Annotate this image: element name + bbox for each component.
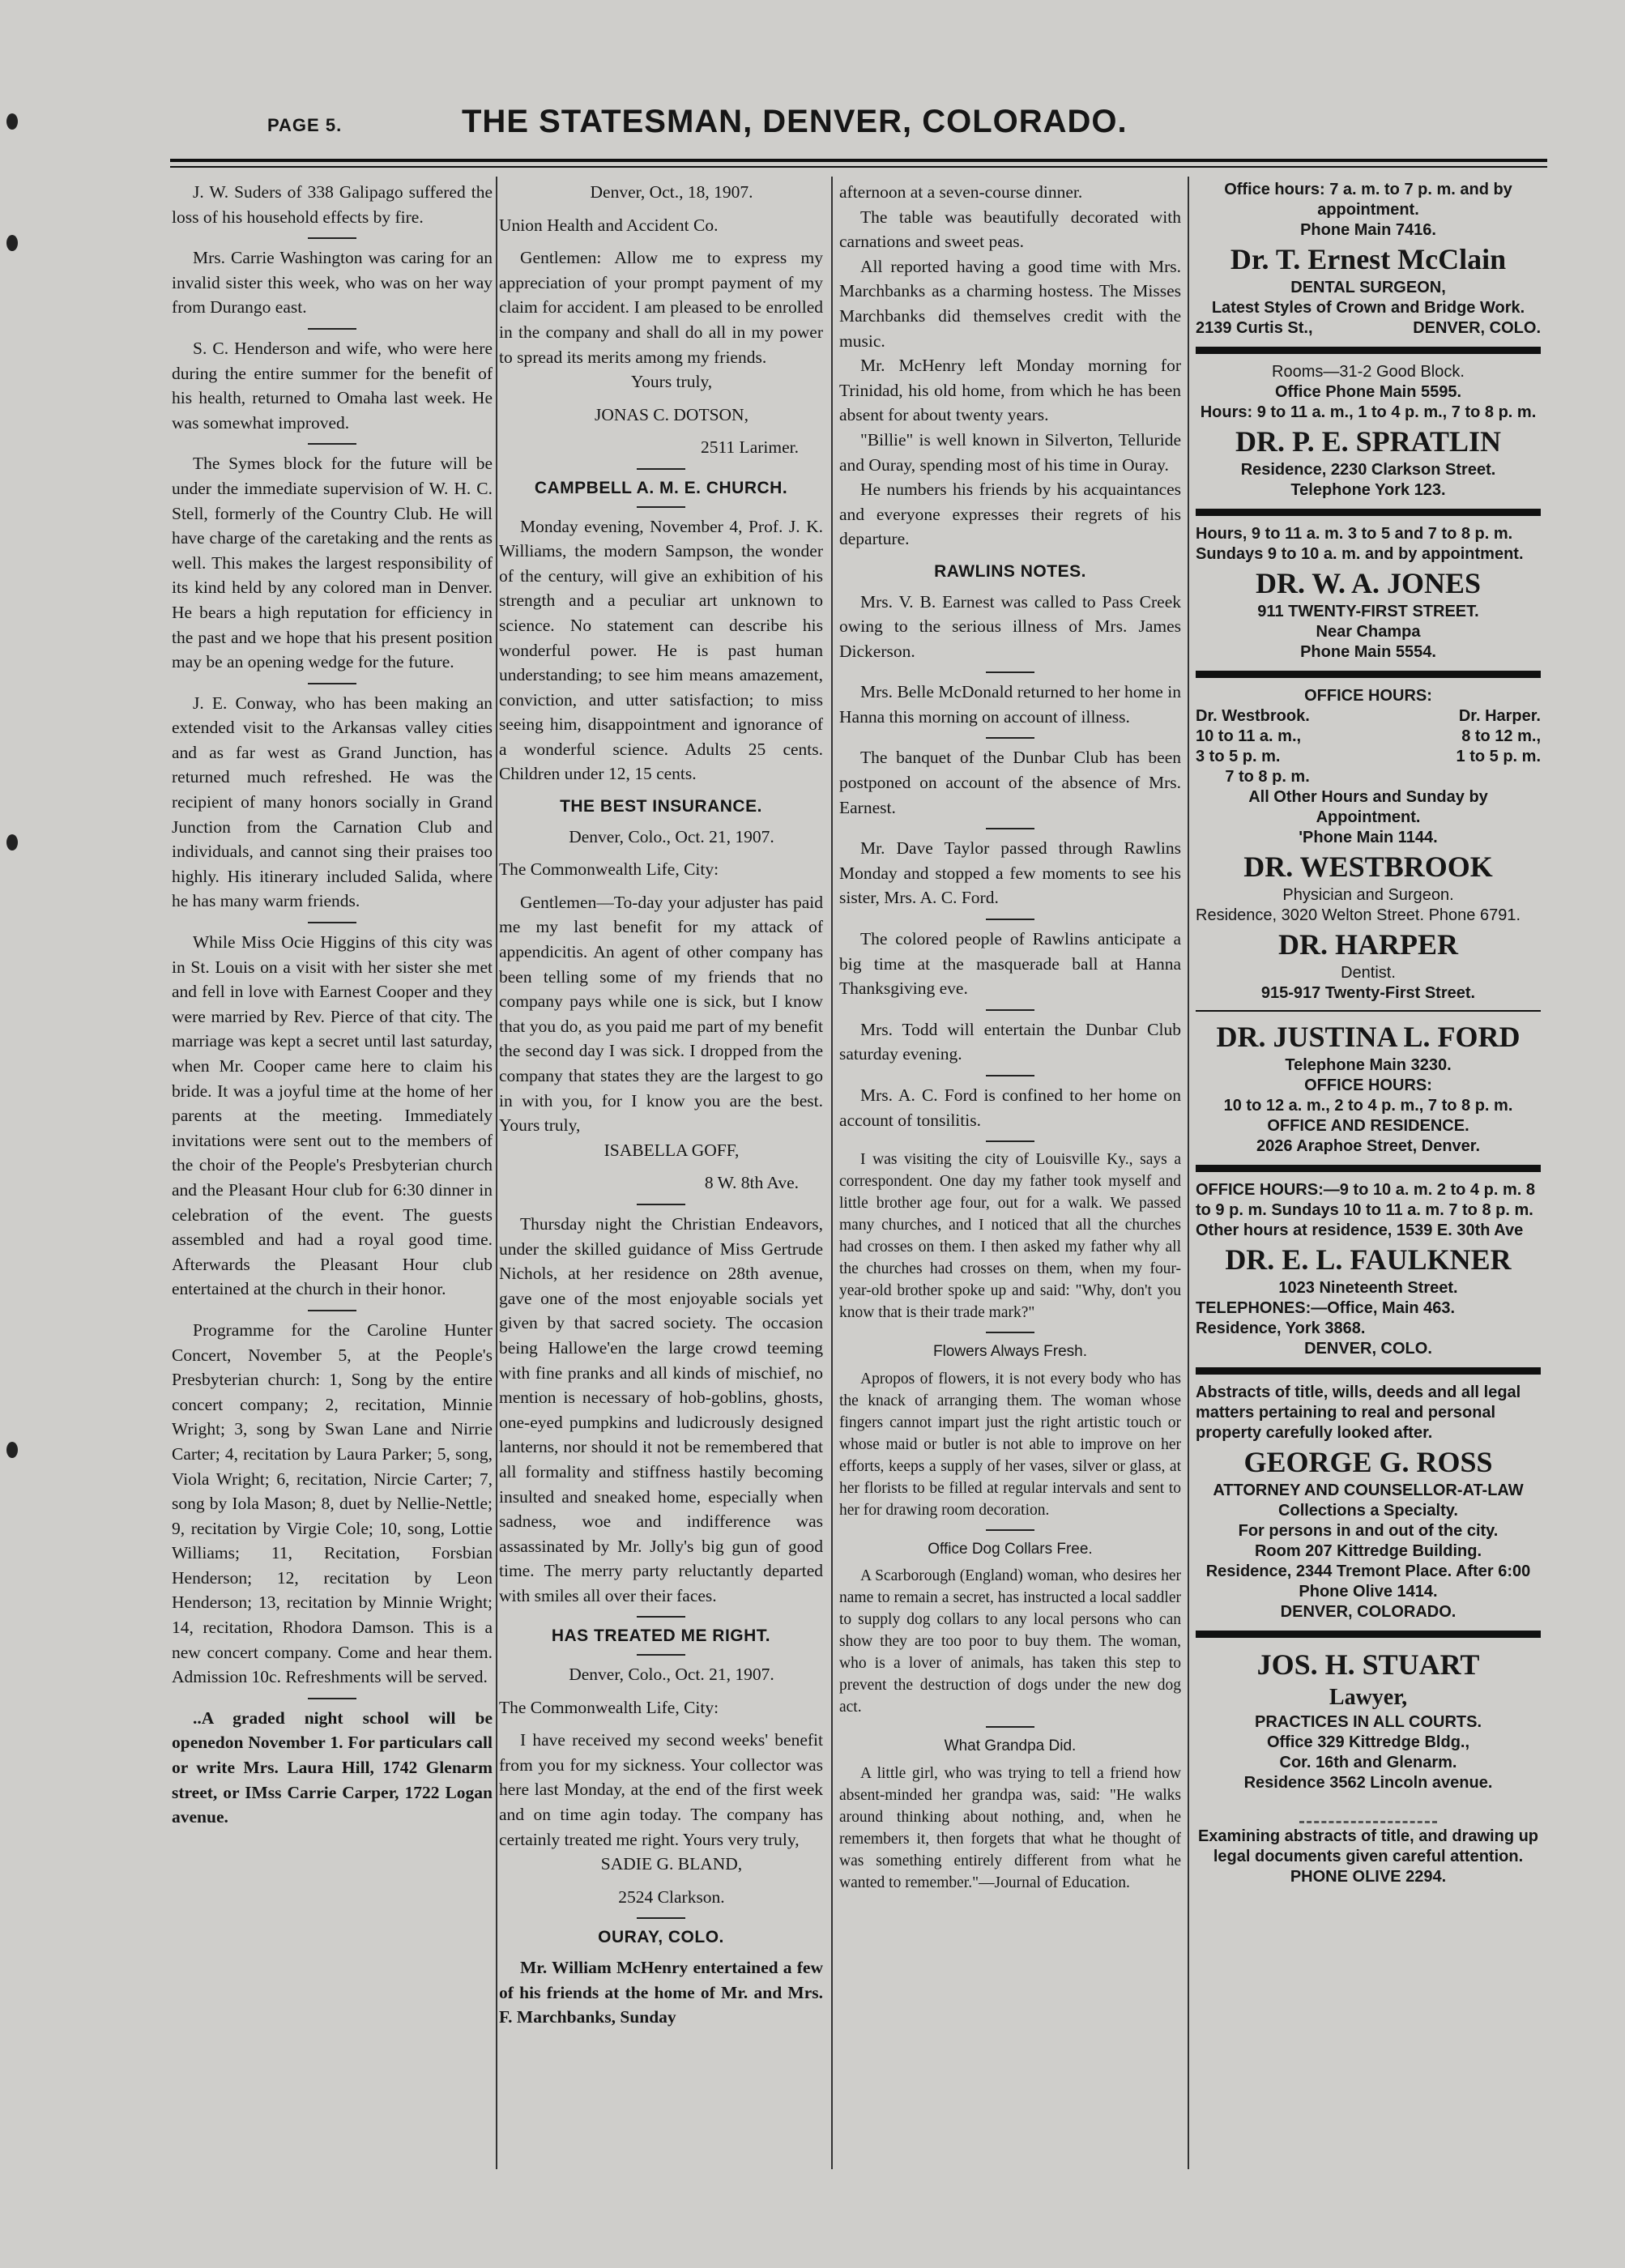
news-item: Mrs. Todd will entertain the Dunbar Club saturday evening.	[839, 1019, 1181, 1064]
news-item: Apropos of flowers, it is not every body who has the knack of arranging them. The woman whose fingers cannot impart just the right artistic touch or whose maid or butler is not able to improve on her efforts, keeps a supply of her vases, silver or glass, at her florists to be filled at regular intervals and sent to her for drawing room decoration.	[839, 1370, 1181, 1519]
news-item: Mrs. V. B. Earnest was called to Pass Creek owing to the serious illness of Mrs. James Dickerson.	[839, 591, 1181, 661]
divider	[986, 1009, 1034, 1011]
ad-rooms: Rooms—31-2 Good Block.	[1272, 363, 1465, 381]
column-4-directory	[1196, 180, 1541, 1887]
news-item: ..A graded night school will be openedon November 1. For particulars call or write Mrs. Laura Hill, 1742 Glenarm street, or IMss Carrie Carper, 1722 Logan avenue.	[172, 1707, 493, 1827]
ad-name: DR. E. L. FAULKNER	[1225, 1243, 1512, 1276]
ad-line: Examining abstracts of title, and drawing up legal documents given careful attention.	[1197, 1827, 1539, 1865]
ad-address: 2139 Curtis St.,	[1196, 319, 1313, 337]
ad-separator	[1196, 671, 1541, 678]
hours-line: Dr. Westbrook.	[1196, 707, 1310, 725]
office-hours: 10 to 12 a. m., 2 to 4 p. m., 7 to 8 p. m.	[1223, 1097, 1513, 1115]
ad-ford	[1196, 1018, 1541, 1157]
hours-line: 7 to 8 p. m.	[1225, 768, 1310, 786]
letter-address: 2524 Clarkson.	[618, 1886, 725, 1907]
ad-separator	[1196, 509, 1541, 516]
divider	[308, 328, 356, 330]
ad-line: Collections a Specialty.	[1278, 1502, 1458, 1520]
ad-name: Dr. T. Ernest McClain	[1230, 243, 1507, 275]
ad-name: DR. P. E. SPRATLIN	[1235, 425, 1502, 458]
ad-name: DR. HARPER	[1278, 928, 1458, 961]
news-item: The table was beautifully decorated with carnations and sweet peas.	[839, 207, 1181, 252]
news-item: Programme for the Caroline Hunter Concert, November 5, at the People's Presbyterian church: 1, Song by the entire concert company; 2, recitation, Minnie Wright; 3, song by Swan Lane and Nirrie Carter; 4, recitation by Laura Parker; 5, song, Viola Wright; 6, recitation, Nircie Carter; 7, song by Iola Mason; 8, duet by Nellie-Nettle; 9, recitation by Virgie Cole; 10, song, Lottie Williams; 11, Recitation, Forsbian Henderson; 12, recitation by Leon Henderson; 13, recitation by Minnie Wright; 14, recitation, Rhodora Damson. This is a new concert company. Come and hear them. Admission 10c. Refreshments will be served.	[172, 1319, 493, 1687]
ad-line: OFFICE AND RESIDENCE.	[1267, 1117, 1469, 1135]
news-item: Mrs. A. C. Ford is confined to her home on account of tonsilitis.	[839, 1085, 1181, 1130]
ad-mcclain	[1196, 180, 1541, 339]
ad-separator	[1196, 1165, 1541, 1172]
divider	[308, 683, 356, 684]
ad-separator	[1196, 347, 1541, 354]
news-item: Thursday night the Christian Endeavors, under the skilled guidance of Miss Gertrude Nichols, at her residence on 28th avenue, gave one of the most enjoyable socials yet given by that sacred society. The occasion being Hallowe'en the large crowd teeming with fine pranks and all kinds of mischief, no mention is necessary of hob-goblins, ghosts, one-eyed pumpkins and ludicrously designed lanterns, nor should it not be remembered that all formality and stiffness hastily becoming insulted and sneaked home, especially when sadness, woe and indifference was assassinated by Mr. Jolly's big gun of good time. The merry party reluctantly departed with smiles all over their faces.	[499, 1213, 823, 1605]
hours-line: 1 to 5 p. m.	[1456, 748, 1541, 765]
section-heading: Office Dog Collars Free.	[928, 1540, 1093, 1558]
ad-address: Office 329 Kittredge Bldg.,	[1266, 1733, 1470, 1751]
ad-line: All Other Hours and Sunday by Appointment.	[1248, 788, 1488, 826]
divider	[986, 737, 1034, 739]
divider	[986, 828, 1034, 829]
ad-westbrook	[1196, 848, 1541, 926]
ad-name: DR. WESTBROOK	[1243, 850, 1493, 883]
section-heading: What Grandpa Did.	[944, 1737, 1077, 1755]
ad-title: Physician and Surgeon.	[1282, 886, 1454, 904]
divider	[986, 1332, 1034, 1333]
divider	[308, 922, 356, 923]
office-hours: Office hours: 7 a. m. to 7 p. m. and by appointment.	[1224, 181, 1512, 219]
letter-date: Denver, Colo., Oct. 21, 1907.	[569, 826, 774, 846]
section-heading: HAS TREATED ME RIGHT.	[551, 1626, 771, 1646]
ad-title: Dentist.	[1341, 964, 1396, 982]
news-item: The Symes block for the future will be under the immediate supervision of W. H. C. Stell, formerly of the Country Club. He will have charge of the caretaking and the rents as well. This makes the largest responsibility of its kind held by any colored man in Denver. He bears a high reputation for efficiency in the past and we hope that his present position may be an opening wedge for the future.	[172, 454, 493, 672]
divider	[637, 1654, 685, 1656]
letter-signature: ISABELLA GOFF,	[604, 1140, 740, 1160]
letter-recipient: The Commonwealth Life, City:	[499, 859, 719, 880]
news-item: A little girl, who was trying to tell a friend how absent-minded her grandpa was, said: "He walks around thinking about nothing, and, when he remembers it, then forgets that what he thought of was something entirely different from what he wanted to remember."—Journal of Education.	[839, 1764, 1181, 1891]
ad-separator	[1196, 1631, 1541, 1638]
ad-name: GEORGE G. ROSS	[1243, 1446, 1493, 1478]
phone: Office Phone Main 5595.	[1274, 383, 1462, 401]
section-heading: Flowers Always Fresh.	[932, 1343, 1088, 1361]
phone: Telephone York 123.	[1290, 481, 1446, 499]
office-hours: Hours: 9 to 11 a. m., 1 to 4 p. m., 7 to 8 p. m.	[1200, 403, 1537, 421]
section-heading: RAWLINS NOTES.	[934, 561, 1086, 581]
ad-city: DENVER, COLORADO.	[1280, 1603, 1457, 1621]
ad-address: Cor. 16th and Glenarm.	[1279, 1754, 1457, 1771]
news-item: The banquet of the Dunbar Club has been postponed on account of the absence of Mrs. Earnest.	[839, 748, 1181, 817]
news-item: Mr. Dave Taylor passed through Rawlins Monday and stopped a few moments to see his sister, Mrs. A. C. Ford.	[839, 838, 1181, 908]
office-hours: OFFICE HOURS:—9 to 10 a. m. 2 to 4 p. m. 8 to 9 p. m. Sundays 10 to 11 a. m. 7 to 8 p. m. Other hours at residence, 1539 E. 30th Ave	[1196, 1181, 1535, 1239]
ad-address: Residence, 2230 Clarkson Street.	[1240, 461, 1496, 479]
ad-title: OFFICE HOURS:	[1304, 1076, 1432, 1094]
ad-name: DR. JUSTINA L. FORD	[1216, 1021, 1521, 1053]
phone: Phone Main 7416.	[1300, 221, 1436, 239]
ad-address: 915-917 Twenty-First Street.	[1260, 984, 1476, 1002]
ad-address: 911 TWENTY-FIRST STREET.	[1257, 603, 1479, 620]
news-item: Mr. William McHenry entertained a few of his friends at the home of Mr. and Mrs. F. Marchbanks, Sunday	[499, 1958, 823, 2027]
column-2	[499, 180, 823, 2038]
news-item: While Miss Ocie Higgins of this city was in St. Louis on a visit with her sister she met and fell in love with Earnest Cooper and they were married by Rev. Pierce of that city. The marriage was kept a secret until last saturday, when Mr. Cooper came here to claim his bride. It was a joyful time at the home of her parents at the meeting. Immediately invitations were sent out to the members of the choir of the People's Presbyterian church and the Pleasant Hour club for 6:30 dinner in celebration of the event. The guests assembled and had a royal good time. Afterwards the Pleasant Hour club entertained at the church in their honor.	[172, 932, 493, 1299]
hours-line: 10 to 11 a. m.,	[1196, 727, 1302, 745]
letter-body: Gentlemen—To-day your adjuster has paid me my last benefit for my attack of appendicitis. An agent of other company has been telling some of my friends that no company pays while one is sick, but I know that you do, as you paid me part of my benefit the second day I was sick. I dropped from the company that states they are the largest to go in with you, for I know you are the best. Yours truly,	[499, 892, 823, 1136]
divider	[986, 1140, 1034, 1142]
ad-line: Abstracts of title, wills, deeds and all legal matters pertaining to real and personal property carefully looked after.	[1196, 1383, 1521, 1442]
ad-title: ATTORNEY AND COUNSELLOR-AT-LAW	[1213, 1481, 1524, 1499]
letter-body: Gentlemen: Allow me to express my appreciation of your prompt payment of my claim for accident. I am pleased to be enrolled in the company and shall do all in my power to spread its merits among my friends.	[499, 248, 823, 367]
divider	[308, 1698, 356, 1699]
ad-title: Lawyer,	[1329, 1685, 1408, 1710]
phone: 'Phone Main 1144.	[1299, 829, 1438, 846]
letter-signature: SADIE G. BLAND,	[600, 1854, 743, 1874]
letter-body: I have received my second weeks' benefit from you for my sickness. Your collector was here last Monday, at the end of the first week and on time agin today. The company has certainly treated me right. Yours very truly,	[499, 1730, 823, 1849]
ad-address: Room 207 Kittredge Building.	[1254, 1542, 1482, 1560]
phone: Telephone Main 3230.	[1285, 1056, 1452, 1074]
page-number: PAGE 5.	[267, 115, 343, 135]
column-divider	[831, 177, 833, 2169]
ad-separator	[1196, 1010, 1541, 1012]
column-divider	[496, 177, 497, 2169]
ad-line: For persons in and out of the city.	[1238, 1522, 1499, 1540]
ad-name: DR. W. A. JONES	[1255, 567, 1482, 599]
news-item: I was visiting the city of Louisville Ky., says a correspondent. One day my father took myself and little brother age four, out for a walk. We passed many churches, and I noticed that all the churches had crosses on them. I then asked my father why all the churches had crosses on them, when my four-year-old brother spoke up and said: "Why, don't you know that is their trade mark?"	[839, 1151, 1181, 1322]
ad-stuart	[1196, 1646, 1541, 1887]
ad-address: 2026 Araphoe Street, Denver.	[1256, 1137, 1481, 1155]
divider	[637, 506, 685, 508]
divider	[637, 468, 685, 470]
divider	[986, 1075, 1034, 1076]
hours-line: 3 to 5 p. m.	[1196, 748, 1281, 765]
ad-address: Residence 3562 Lincoln avenue.	[1243, 1774, 1493, 1792]
divider	[986, 919, 1034, 920]
ad-office-hours	[1196, 686, 1541, 848]
ad-spratlin	[1196, 362, 1541, 501]
ad-title: OFFICE HOURS:	[1304, 687, 1432, 705]
ad-faulkner	[1196, 1180, 1541, 1359]
divider	[637, 1917, 685, 1919]
divider	[637, 1616, 685, 1618]
phone: Phone Main 5554.	[1300, 643, 1436, 661]
column-3	[839, 180, 1181, 1902]
letter-date: Denver, Oct., 18, 1907.	[590, 182, 753, 202]
ad-line: Near Champa	[1316, 623, 1421, 641]
news-item: Mr. McHenry left Monday morning for Trinidad, his old home, from which he has been absent for about twenty years.	[839, 356, 1181, 425]
divider	[308, 237, 356, 239]
news-item: All reported having a good time with Mrs. Marchbanks as a charming hostess. The Misses Marchbanks did themselves credit with the music.	[839, 256, 1181, 351]
letter-recipient: The Commonwealth Life, City:	[499, 1697, 719, 1717]
binding-hole	[6, 834, 18, 850]
phone: TELEPHONES:—Office, Main 463. Residence, York 3868.	[1196, 1299, 1456, 1337]
section-heading: CAMPBELL A. M. E. CHURCH.	[534, 478, 788, 497]
section-heading: THE BEST INSURANCE.	[560, 797, 762, 816]
masthead-rule	[170, 159, 1547, 168]
letter-address: 8 W. 8th Ave.	[704, 1173, 799, 1193]
ad-city: DENVER, COLO.	[1304, 1340, 1432, 1358]
divider	[986, 671, 1034, 673]
news-item: Monday evening, November 4, Prof. J. K. Williams, the modern Sampson, the wonder of the century, will give an exhibition of his strength and a peculiar art unknown to science. No statement can describe his wonderful power. He is past human understanding; to see him means amazement, conviction, and utter satisfaction; to miss seeing him, disappointment and ignorance of a wonderful science. Adults 25 cents. Children under 12, 15 cents.	[499, 516, 823, 784]
ad-address: 1023 Nineteenth Street.	[1278, 1279, 1458, 1297]
letter-recipient: Union Health and Accident Co.	[499, 215, 719, 235]
news-item: afternoon at a seven-course dinner.	[839, 182, 1083, 202]
letter-date: Denver, Colo., Oct. 21, 1907.	[569, 1665, 774, 1685]
office-hours: Hours, 9 to 11 a. m. 3 to 5 and 7 to 8 p. m. Sundays 9 to 10 a. m. and by appointment.	[1196, 525, 1524, 563]
binding-hole	[6, 113, 18, 130]
ad-city: DENVER, COLO.	[1413, 319, 1541, 337]
ad-jones	[1196, 524, 1541, 663]
hours-line: Dr. Harper.	[1458, 707, 1541, 725]
ad-separator	[1196, 1367, 1541, 1375]
letter-address: 2511 Larimer.	[700, 437, 799, 458]
ad-title: DENTAL SURGEON,	[1290, 279, 1446, 296]
binding-hole	[6, 1442, 18, 1458]
hours-line: 8 to 12 m.,	[1461, 727, 1541, 745]
masthead	[243, 104, 1458, 152]
ad-address: Residence, 3020 Welton Street. Phone 6791.	[1196, 906, 1521, 924]
ad-line: PRACTICES IN ALL COURTS.	[1254, 1713, 1482, 1731]
section-heading: OURAY, COLO.	[598, 1928, 724, 1947]
ad-ross	[1196, 1383, 1541, 1622]
news-item: The colored people of Rawlins anticipate a big time at the masquerade ball at Hanna Thanksgiving eve.	[839, 929, 1181, 999]
ad-harper	[1196, 926, 1541, 1004]
divider	[986, 1726, 1034, 1728]
news-item: Mrs. Belle McDonald returned to her home in Hanna this morning on account of illness.	[839, 682, 1181, 727]
binding-hole	[6, 235, 18, 251]
column-divider	[1188, 177, 1189, 2169]
letter-signature: JONAS C. DOTSON,	[595, 404, 749, 424]
divider	[308, 443, 356, 445]
news-item: Mrs. Carrie Washington was caring for an invalid sister this week, who was on her way from Durango east.	[172, 248, 493, 318]
news-item: "Billie" is well known in Silverton, Telluride and Ouray, spending most of his time in Ouray.	[839, 429, 1181, 475]
column-1	[172, 180, 493, 1838]
ad-line: Latest Styles of Crown and Bridge Work.	[1211, 299, 1525, 317]
ad-address: Residence, 2344 Tremont Place. After 6:00 Phone Olive 1414.	[1205, 1562, 1531, 1601]
news-item: J. W. Suders of 338 Galipago suffered the loss of his household effects by fire.	[172, 182, 493, 227]
news-item: He numbers his friends by his acquaintances and everyone expresses their regrets of his departure.	[839, 480, 1181, 549]
divider	[986, 1529, 1034, 1531]
ornament	[1299, 1797, 1437, 1823]
divider	[637, 1204, 685, 1205]
news-item: J. E. Conway, who has been making an extended visit to the Arkansas valley cities and as far west as Grand Junction, has returned much refreshed. He was the recipient of many honors socially in Grand Junction from the Carnation Club and individuals, and cannot sing their praises too highly. His itinerary included Salida, where he has many warm friends.	[172, 693, 493, 911]
news-item: A Scarborough (England) woman, who desires her name to remain a secret, has instructed a local saddler to supply dog collars to any local persons who can show they are too poor to buy them. The woman, who is a lover of animals, has taken this step to prevent the destruction of dogs under the new dog act.	[839, 1567, 1181, 1716]
news-item: S. C. Henderson and wife, who were here during the entire summer for the benefit of his health, returned to Omaha last week. He was somewhat improved.	[172, 338, 493, 433]
divider	[308, 1310, 356, 1311]
ad-name: JOS. H. STUART	[1256, 1648, 1480, 1681]
letter-closing: Yours truly,	[630, 372, 713, 392]
newspaper-title: THE STATESMAN, DENVER, COLORADO.	[462, 104, 1128, 139]
phone: PHONE OLIVE 2294.	[1290, 1868, 1447, 1886]
